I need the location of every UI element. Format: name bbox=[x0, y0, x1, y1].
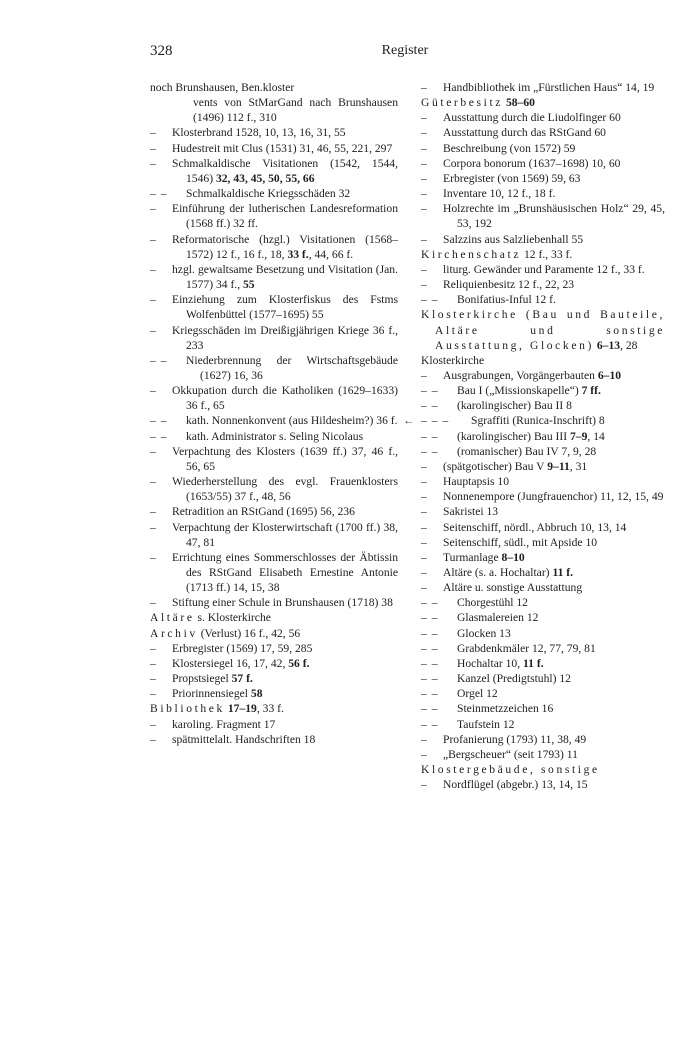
index-entry bbox=[150, 656, 398, 671]
index-entry bbox=[150, 595, 398, 610]
entry-level-dash: – – bbox=[421, 384, 439, 398]
index-entry-text: Kirchenschatz 12 f., 33 f. bbox=[421, 247, 573, 261]
index-entry bbox=[421, 95, 665, 110]
index-entry bbox=[150, 626, 398, 641]
index-entry-text: Turmanlage 8–10 bbox=[443, 550, 525, 564]
entry-level-dash: – – bbox=[421, 444, 439, 458]
index-entry-text: Bibliothek 17–19, 33 f. bbox=[150, 702, 284, 716]
entry-level-dash: – bbox=[421, 490, 428, 504]
index-entry-text: Propstsiegel 57 f. bbox=[172, 672, 253, 686]
running-title: Register bbox=[381, 43, 429, 58]
index-entry-text: Sakristei 13 bbox=[443, 505, 499, 519]
index-entry-text: Holzrechte im „Brunshäusischen Holz“ 29, 45, 53, 192 bbox=[443, 202, 665, 231]
entry-level-dash: – bbox=[421, 202, 428, 216]
index-entry-text: Güterbesitz 58–60 bbox=[421, 96, 535, 110]
entry-level-dash: – – bbox=[150, 414, 168, 428]
entry-level-dash: – – bbox=[421, 687, 439, 701]
index-entry-text: Beschreibung (von 1572) 59 bbox=[443, 141, 576, 155]
index-entry bbox=[150, 550, 398, 595]
index-entry-text: (karolingischer) Bau III 7–9, 14 bbox=[457, 429, 605, 443]
entry-level-dash: – bbox=[150, 505, 157, 519]
index-entry bbox=[421, 292, 665, 307]
index-entry-text: Altäre (s. a. Hochaltar) 11 f. bbox=[443, 566, 574, 579]
index-entry bbox=[421, 717, 665, 732]
entry-level-dash: – bbox=[150, 202, 157, 216]
index-entry-text: Schmalkaldische Visitationen (1542, 1544, 1546) 32, 43, 45, 50, 55, 66 bbox=[172, 156, 398, 185]
entry-level-dash: – bbox=[150, 444, 157, 458]
entry-level-dash: – bbox=[150, 596, 157, 610]
entry-level-dash: – – bbox=[421, 672, 439, 686]
entry-level-dash: – – bbox=[421, 399, 439, 413]
index-entry bbox=[421, 186, 665, 201]
index-entry bbox=[150, 232, 398, 262]
index-entry-text: Steinmetzzeichen 16 bbox=[457, 702, 554, 716]
entry-level-dash: – bbox=[421, 126, 428, 140]
index-entry-text: vents von StMarGand nach Brunshausen (1496) 112 f., 310 bbox=[193, 96, 398, 125]
index-entry bbox=[403, 413, 665, 428]
entry-level-dash: – bbox=[150, 293, 157, 307]
entry-level-dash: – bbox=[421, 535, 428, 549]
index-entry-text: Ausstattung durch die Liudolfinger 60 bbox=[443, 111, 621, 125]
index-entry bbox=[150, 323, 398, 353]
index-entry bbox=[150, 186, 398, 201]
index-entry bbox=[150, 520, 398, 550]
index-entry bbox=[421, 444, 665, 459]
entry-level-dash: – bbox=[150, 126, 157, 140]
entry-level-dash: – bbox=[421, 187, 428, 201]
index-entry-text: Corpora bonorum (1637–1698) 10, 60 bbox=[443, 156, 621, 170]
entry-level-dash: – bbox=[421, 566, 428, 579]
index-entry-text: Orgel 12 bbox=[457, 687, 498, 701]
index-entry-text: kath. Nonnenkonvent (aus Hildesheim?) 36 f. bbox=[186, 414, 398, 428]
entry-level-dash: – bbox=[150, 732, 157, 746]
index-entry bbox=[421, 459, 665, 474]
index-entry bbox=[150, 383, 398, 413]
index-entry-text: Einziehung zum Klosterfiskus des Fstms Wolfenbüttel (1577–1695) 55 bbox=[172, 293, 398, 322]
index-entry-text: Klosterkirche bbox=[421, 353, 485, 367]
entry-level-dash: – bbox=[150, 656, 157, 670]
index-entry bbox=[421, 686, 665, 701]
entry-level-dash: – bbox=[421, 232, 428, 246]
index-entry-text: hzgl. gewaltsame Besetzung und Visitation (Jan. 1577) 34 f., 55 bbox=[172, 262, 398, 292]
index-entry bbox=[150, 429, 398, 444]
index-entry-text: Sgraffiti (Runica-Inschrift) 8 bbox=[471, 414, 605, 428]
index-entry bbox=[421, 80, 665, 95]
index-entry-text: Ausstattung durch das RStGand 60 bbox=[443, 126, 606, 140]
index-entry-text: Hudestreit mit Clus (1531) 31, 46, 55, 221, 297 bbox=[172, 141, 393, 155]
entry-level-dash: – bbox=[150, 323, 157, 337]
index-entry bbox=[421, 277, 665, 292]
entry-level-dash: – – bbox=[421, 717, 439, 731]
index-entry-text: Verpachtung des Klosters (1639 ff.) 37, 46 f., 56, 65 bbox=[172, 444, 398, 473]
index-entry bbox=[150, 701, 398, 716]
index-entry-text: karoling. Fragment 17 bbox=[172, 717, 276, 731]
index-entry bbox=[150, 262, 398, 292]
index-entry-text: spätmittelalt. Handschriften 18 bbox=[172, 732, 316, 746]
index-entry-text: Stiftung einer Schule in Brunshausen (1718) 38 bbox=[172, 596, 393, 610]
index-entry-text: Seitenschiff, südl., mit Apside 10 bbox=[443, 535, 598, 549]
index-entry bbox=[421, 171, 665, 186]
entry-level-dash: – – – bbox=[421, 414, 450, 428]
index-entry-text: (spätgotischer) Bau V 9–11, 31 bbox=[443, 459, 588, 473]
entry-level-dash: – bbox=[150, 672, 157, 686]
index-entry-text: liturg. Gewänder und Paramente 12 f., 33 f. bbox=[443, 262, 645, 276]
entry-level-dash: – – bbox=[421, 641, 439, 655]
index-entry bbox=[421, 201, 665, 231]
entry-level-dash: – bbox=[150, 520, 157, 534]
index-entry bbox=[421, 368, 665, 383]
index-entry-text: Errichtung eines Sommerschlosses der Äbtissin des RStGand Elisabeth Ernestine Antonie (1713 ff.) 14, 15, 38 bbox=[172, 550, 398, 595]
index-entry-text: Klostersiegel 16, 17, 42, 56 f. bbox=[172, 656, 310, 670]
index-entry bbox=[150, 292, 398, 322]
entry-level-dash: – bbox=[150, 262, 157, 276]
entry-level-dash: – bbox=[150, 384, 157, 398]
index-entry-text: Klostergebäude, sonstige bbox=[421, 763, 600, 777]
index-entry-text: Altäre u. sonstige Ausstattung bbox=[443, 581, 583, 595]
entry-level-dash: – bbox=[150, 717, 157, 731]
index-entry bbox=[421, 110, 665, 125]
index-entry bbox=[421, 535, 665, 550]
index-entry bbox=[421, 504, 665, 519]
index-entry-text: Profanierung (1793) 11, 38, 49 bbox=[443, 732, 587, 746]
index-entry bbox=[421, 656, 665, 671]
index-entry-text: Einführung der lutherischen Landesreformation (1568 ff.) 32 ff. bbox=[172, 202, 398, 231]
index-entry-text: Bau I („Missionskapelle“) 7 ff. bbox=[457, 384, 601, 398]
entry-level-dash: – bbox=[421, 278, 428, 292]
entry-level-dash: – – bbox=[421, 596, 439, 610]
index-entry-text: Verpachtung der Klosterwirtschaft (1700 ff.) 38, 47, 81 bbox=[172, 520, 398, 549]
index-entry-text: Niederbrennung der Wirtschaftsgebäude (1627) 16, 36 bbox=[186, 353, 398, 382]
index-entry bbox=[421, 626, 665, 641]
index-entry bbox=[421, 232, 665, 247]
index-entry bbox=[421, 520, 665, 535]
index-entry bbox=[421, 429, 665, 444]
entry-level-dash: – bbox=[421, 156, 428, 170]
index-entry bbox=[421, 398, 665, 413]
index-entry bbox=[421, 383, 665, 398]
index-entry-text: Hauptapsis 10 bbox=[443, 475, 510, 489]
entry-level-dash: – bbox=[421, 475, 428, 489]
index-entry bbox=[150, 141, 398, 156]
entry-level-dash: – bbox=[421, 141, 428, 155]
entry-level-dash: – bbox=[150, 687, 157, 701]
index-entry-text: Inventare 10, 12 f., 18 f. bbox=[443, 187, 556, 201]
entry-level-dash: – bbox=[150, 550, 157, 564]
index-entry bbox=[150, 413, 398, 428]
index-entry-text: Nordflügel (abgebr.) 13, 14, 15 bbox=[443, 778, 588, 792]
entry-level-dash: – – bbox=[150, 429, 168, 443]
index-entry bbox=[150, 444, 398, 474]
index-entry bbox=[421, 353, 665, 368]
entry-level-dash: – – bbox=[421, 626, 439, 640]
entry-level-dash: – – bbox=[421, 429, 439, 443]
index-entry bbox=[150, 610, 398, 625]
entry-level-dash: – bbox=[421, 368, 428, 382]
index-entry bbox=[421, 307, 665, 352]
index-entry-text: (romanischer) Bau IV 7, 9, 28 bbox=[457, 444, 597, 458]
index-entry-text: Erbregister (von 1569) 59, 63 bbox=[443, 171, 581, 185]
index-entry bbox=[421, 474, 665, 489]
index-entry-text: Klosterkirche (Bau und Bauteile, Altäre und sonstige Ausstattung, Glocken) 6–13, 28 bbox=[421, 308, 665, 352]
index-entry-text: Glasmalereien 12 bbox=[457, 611, 539, 625]
index-entry bbox=[421, 125, 665, 140]
index-entry-text: Erbregister (1569) 17, 59, 285 bbox=[172, 641, 313, 655]
index-entry bbox=[421, 262, 665, 277]
index-entry-text: Glocken 13 bbox=[457, 626, 511, 640]
index-entry bbox=[421, 701, 665, 716]
entry-level-dash: – bbox=[421, 81, 428, 94]
entry-level-dash: – bbox=[150, 156, 157, 170]
index-entry bbox=[421, 747, 665, 762]
index-entry-text: Wiederherstellung des evgl. Frauenklosters (1653/55) 37 f., 48, 56 bbox=[172, 475, 398, 504]
index-entry bbox=[150, 201, 398, 231]
entry-level-dash: – – bbox=[421, 702, 439, 716]
entry-level-dash: – bbox=[421, 171, 428, 185]
index-entry bbox=[150, 717, 398, 732]
index-entry-text: Salzzins aus Salzliebenhall 55 bbox=[443, 232, 584, 246]
entry-level-dash: – bbox=[421, 732, 428, 746]
index-entry-text: noch Brunshausen, Ben.kloster bbox=[150, 81, 295, 94]
entry-level-dash: – bbox=[421, 262, 428, 276]
index-entry bbox=[421, 141, 665, 156]
index-entry-text: Archiv (Verlust) 16 f., 42, 56 bbox=[150, 626, 301, 640]
index-entry bbox=[421, 641, 665, 656]
entry-level-dash: – – bbox=[150, 187, 168, 201]
index-entry-text: Chorgestühl 12 bbox=[457, 596, 528, 610]
index-entry-text: Priorinnensiegel 58 bbox=[172, 687, 263, 701]
index-entry-text: „Bergscheuer“ (seit 1793) 11 bbox=[443, 747, 578, 761]
index-entry bbox=[421, 671, 665, 686]
index-entry bbox=[421, 777, 665, 792]
index-entry-text: Kriegsschäden im Dreißigjährigen Kriege 36 f., 233 bbox=[172, 323, 398, 352]
index-entry bbox=[421, 489, 665, 504]
entry-level-dash: – – bbox=[421, 656, 439, 670]
entry-level-dash: – bbox=[150, 641, 157, 655]
index-entry bbox=[150, 474, 398, 504]
page-number: 328 bbox=[150, 43, 173, 59]
entry-level-dash: – bbox=[421, 111, 428, 125]
index-entry-text: Altäre s. Klosterkirche bbox=[150, 611, 271, 625]
entry-level-dash: – bbox=[421, 520, 428, 534]
entry-level-dash: – – bbox=[421, 611, 439, 625]
index-entry-text: Seitenschiff, nördl., Abbruch 10, 13, 14 bbox=[443, 520, 627, 534]
index-entry-text: kath. Administrator s. Seling Nicolaus bbox=[186, 429, 364, 443]
index-entry-text: Schmalkaldische Kriegsschäden 32 bbox=[186, 187, 351, 201]
index-entry bbox=[150, 156, 398, 186]
index-entry bbox=[150, 732, 398, 747]
index-entry-text: Klosterbrand 1528, 10, 13, 16, 31, 55 bbox=[172, 126, 346, 140]
entry-level-dash: – bbox=[150, 475, 157, 489]
index-entry-text: Okkupation durch die Katholiken (1629–1633) 36 f., 65 bbox=[172, 384, 398, 413]
index-entry bbox=[421, 550, 665, 565]
index-entry bbox=[421, 565, 665, 580]
index-entry-text: Retradition an RStGand (1695) 56, 236 bbox=[172, 505, 355, 519]
index-entry bbox=[150, 125, 398, 140]
index-entry-text: Hochaltar 10, 11 f. bbox=[457, 656, 544, 670]
entry-level-dash: – bbox=[421, 505, 428, 519]
entry-level-dash: – bbox=[421, 747, 428, 761]
entry-level-dash: – bbox=[421, 459, 428, 473]
entry-level-dash: – – bbox=[421, 293, 439, 307]
index-entry bbox=[421, 156, 665, 171]
index-entry bbox=[421, 732, 665, 747]
entry-level-dash: – bbox=[421, 778, 428, 792]
index-entry-text: Handbibliothek im „Fürstlichen Haus“ 14, 19 bbox=[443, 81, 655, 94]
entry-level-dash: – bbox=[421, 550, 428, 564]
index-entry bbox=[150, 95, 398, 125]
entry-level-dash: – bbox=[421, 581, 428, 595]
index-entry bbox=[421, 595, 665, 610]
index-entry-text: Kanzel (Predigtstuhl) 12 bbox=[457, 672, 571, 686]
index-entry bbox=[421, 247, 665, 262]
index-entry-text: Grabdenkmäler 12, 77, 79, 81 bbox=[457, 641, 596, 655]
index-column-left bbox=[150, 80, 398, 747]
entry-level-dash: – – bbox=[150, 353, 168, 367]
index-entry-text: Reformatorische (hzgl.) Visitationen (1568–1572) 12 f., 16 f., 18, 33 f., 44, 66 f. bbox=[172, 232, 398, 261]
arrow-left-icon: ← bbox=[403, 414, 415, 428]
entry-level-dash: – bbox=[150, 141, 157, 155]
index-entry-text: Ausgrabungen, Vorgängerbauten 6–10 bbox=[443, 368, 622, 382]
index-entry-text: Bonifatius-Inful 12 f. bbox=[457, 293, 556, 307]
index-entry bbox=[150, 686, 398, 701]
index-entry-text: Taufstein 12 bbox=[457, 717, 515, 731]
index-entry bbox=[421, 580, 665, 595]
index-entry bbox=[150, 641, 398, 656]
index-entry-text: Nonnenempore (Jungfrauenchor) 11, 12, 15, 49 bbox=[443, 490, 664, 504]
index-column-right bbox=[403, 80, 665, 792]
index-entry bbox=[150, 671, 398, 686]
index-entry bbox=[421, 762, 665, 777]
index-entry bbox=[150, 504, 398, 519]
index-entry-text: (karolingischer) Bau II 8 bbox=[457, 399, 572, 413]
index-entry bbox=[421, 610, 665, 625]
index-entry-text: Reliquienbesitz 12 f., 22, 23 bbox=[443, 278, 575, 292]
entry-level-dash: – bbox=[150, 232, 157, 246]
index-entry bbox=[150, 353, 398, 383]
index-entry bbox=[150, 80, 398, 95]
